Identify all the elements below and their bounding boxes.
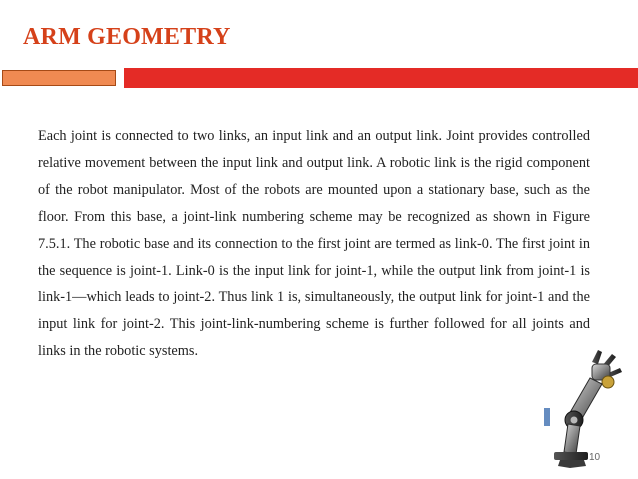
- slide-title: ARM GEOMETRY: [23, 24, 231, 50]
- accent-bar-left: [2, 70, 116, 86]
- robot-arm-icon: [540, 348, 628, 472]
- body-paragraph: Each joint is connected to two links, an input link and an output link. Joint provides controlled relative movement between the input link and output link. A robotic link is the rigid component of the robot manipulator. Most of the robots are mounted upon a stationary base, such as the floor. From this base, a joint-link numbering scheme may be recognized as shown in Figure 7.5.1. The robotic base and its connection to the first joint are termed as link-0. The first joint in the sequence is joint-1. Link-0 is the input link for joint-1, while the output link from joint-1 is link-1—which leads to joint-2. Thus link 1 is, simultaneously, the output link for joint-1 and the input link for joint-2. This joint-link-numbering scheme is further followed for all joints and links in the robotic systems.: [38, 128, 590, 360]
- accent-bar-right: [124, 68, 638, 88]
- page-number: 10: [589, 452, 601, 463]
